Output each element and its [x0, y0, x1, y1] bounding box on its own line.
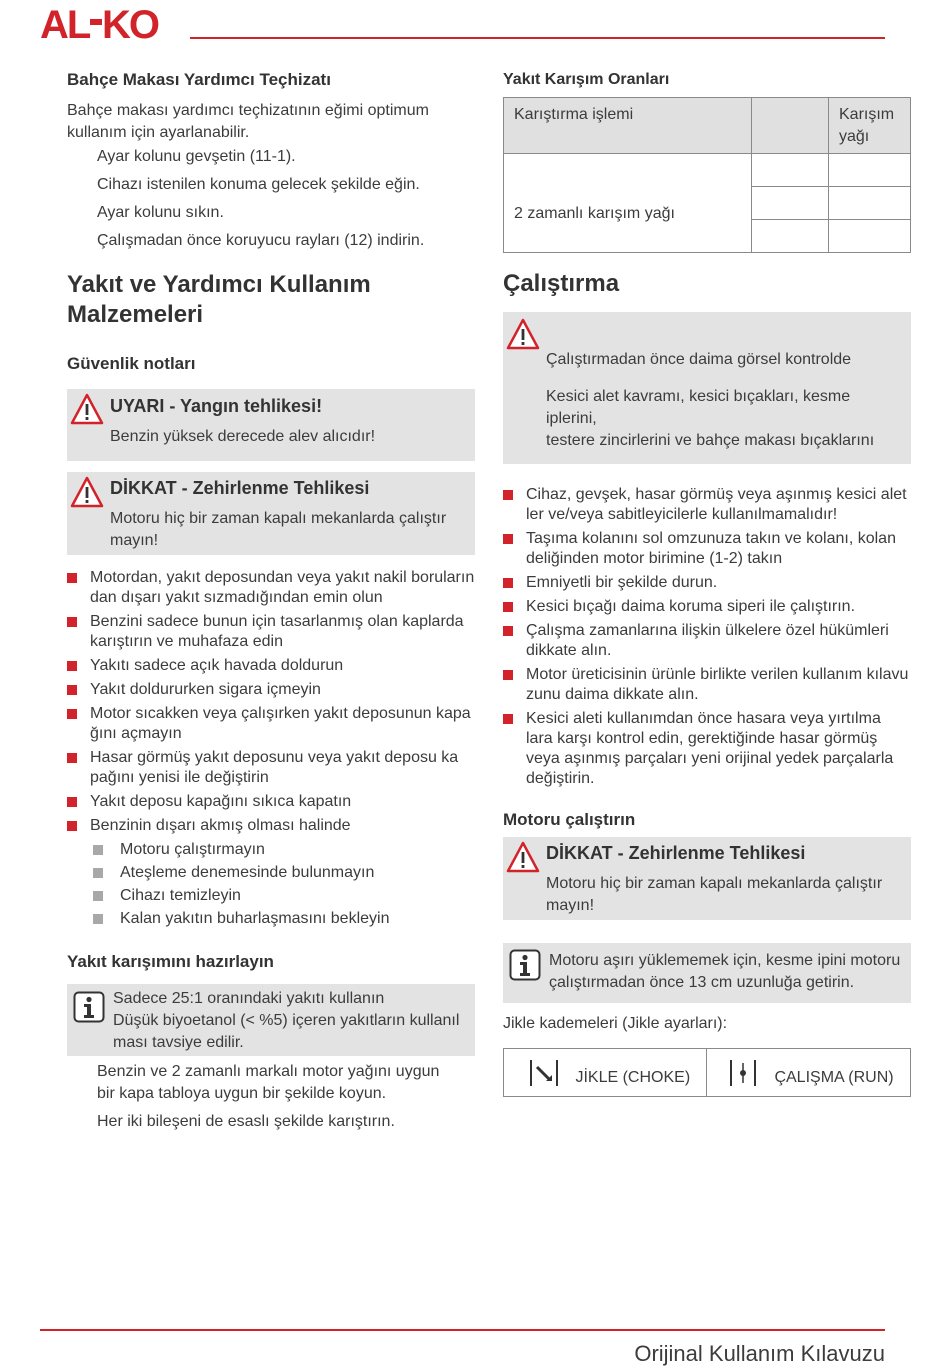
list-item: Emniyetli bir şekilde durun. [503, 573, 911, 593]
sub-bullet-list [67, 840, 475, 929]
footer-title: Orijinal Kullanım Kılavuzu [634, 1341, 885, 1366]
safety-bullet-list [67, 568, 475, 836]
list-item: Kesici bıçağı daima koruma siperi ile çalıştırın. [503, 597, 911, 617]
alko-logo [40, 5, 182, 41]
footer-rule [40, 1329, 885, 1331]
warning-triangle-icon [70, 476, 104, 508]
start-warning-title: DİKKAT - Zehirlenme Tehlikesi [546, 843, 806, 863]
fuel-info-line-3: ması tavsiye edilir. [113, 1034, 244, 1051]
table-cell [752, 220, 829, 253]
sub-list-item: Cihazı temizleyin [67, 886, 475, 906]
run-bullet-list [503, 485, 911, 789]
visual-check-text-2: Kesici alet kavramı, kesici bıçakları, kesme iplerini, [546, 388, 851, 427]
prepare-title: Yakıt karışımını hazırlayın [67, 952, 274, 971]
line-info-text-2: çalıştırmadan önce 13 cm uzunluğa getirin. [549, 974, 855, 991]
list-item: Benzini sadece bunun için tasarlanmış olan kaplarda karıştırın ve muhafaza edin [67, 612, 475, 652]
fuel-info-line-1: Sadece 25:1 oranındaki yakıtı kullanın [113, 990, 385, 1007]
list-item: Benzinin dışarı akmış olması halinde [67, 816, 475, 836]
table-cell [829, 187, 911, 220]
choke-text: JİKLE (CHOKE) [575, 1068, 691, 1086]
info-icon [509, 949, 541, 981]
run-text: ÇALIŞMA (RUN) [774, 1068, 894, 1086]
start-warning-box [503, 837, 911, 920]
fuel-info-box [67, 984, 475, 1056]
visual-check-box [503, 312, 911, 464]
start-warning-text-2: mayın! [546, 897, 595, 914]
prepare-step-2: Her iki bileşeni de esaslı şekilde karıştırın. [97, 1113, 395, 1130]
list-item: Kesici aleti kullanımdan önce hasara veya yırtılma lara karşı kontrol edin, gerektiğinde hasar görmüş veya aşınmış parçaları yeni orijinal yedek parçalarla değiştirin. [503, 709, 911, 789]
table-cell [752, 154, 829, 187]
list-item: Motordan, yakıt deposundan veya yakıt nakil boruların dan dışarı yakıt sızmadığından emin olun [67, 568, 475, 608]
fire-warning-title: UYARI - Yangın tehlikesi! [110, 396, 323, 416]
sub-list-item: Motoru çalıştırmayın [67, 840, 475, 860]
section-title-fuel: Yakıt ve Yardımcı Kullanım Malzemeleri [67, 271, 371, 328]
warning-triangle-icon [70, 393, 104, 425]
choke-label: Jikle kademeleri (Jikle ayarları): [503, 1015, 728, 1032]
safety-title: Güvenlik notları [67, 354, 196, 373]
left-column [67, 60, 475, 1133]
list-item: Cihaz, gevşek, hasar görmüş veya aşınmış kesici alet ler ve/veya sabitleyicilerle kullanılmamalıdır! [503, 485, 911, 525]
list-item: Motor sıcakken veya çalışırken yakıt deposunun kapa ğını açmayın [67, 704, 475, 744]
table-row-label: 2 zamanlı karışım yağı [504, 154, 752, 253]
table-cell [829, 154, 911, 187]
header-rule [190, 37, 885, 39]
fuel-info-line-2: Düşük biyoetanol (< %5) içeren yakıtların kullanıl [113, 1012, 460, 1029]
warning-triangle-icon [506, 318, 540, 350]
table-cell [829, 220, 911, 253]
list-item: Yakıt doldururken sigara içmeyin [67, 680, 475, 700]
choke-lever-icon [529, 1058, 559, 1088]
section-intro: Bahçe makası yardımcı teçhizatının eğimi optimum kullanım için ayarlanabilir. [67, 102, 429, 141]
choke-table [503, 1048, 911, 1097]
list-item: Yakıtı sadece açık havada doldurun [67, 656, 475, 676]
prepare-step-1: Benzin ve 2 zamanlı markalı motor yağını uygun bir kapa tabloya uygun bir şekilde koyun. [97, 1063, 440, 1102]
run-lever-icon [728, 1058, 758, 1088]
fire-warning-box [67, 389, 475, 461]
svg-text:KO: KO [102, 5, 158, 41]
fuel-table-title: Yakıt Karışım Oranları [503, 71, 670, 88]
step-2: Cihazı istenilen konuma gelecek şekilde eğin. [97, 176, 420, 193]
start-warning-text-1: Motoru hiç bir zaman kapalı mekanlarda çalıştır [546, 875, 883, 892]
table-header-cell: Karıştırma işlemi [504, 98, 752, 154]
choke-cell [504, 1049, 707, 1097]
list-item: Taşıma kolanını sol omzunuza takın ve kolanı, kolan deliğinden motor birimine (1-2) takın [503, 529, 911, 569]
line-info-box [503, 943, 911, 1003]
list-item: Hasar görmüş yakıt deposunu veya yakıt deposu ka pağını yenisi ile değiştirin [67, 748, 475, 788]
sub-list-item: Kalan yakıtın buharlaşmasını bekleyin [67, 909, 475, 929]
poison-warning-text-2: mayın! [110, 532, 159, 549]
poison-warning-box [67, 472, 475, 555]
sub-list-item: Ateşleme denemesinde bulunmayın [67, 863, 475, 883]
fuel-ratio-table [503, 97, 911, 253]
list-item: Yakıt deposu kapağını sıkıca kapatın [67, 792, 475, 812]
warning-triangle-icon [506, 841, 540, 873]
poison-warning-title: DİKKAT - Zehirlenme Tehlikesi [110, 478, 370, 498]
svg-text:AL: AL [40, 5, 90, 41]
visual-check-text-3: testere zincirlerini ve bahçe makası bıçaklarını [546, 432, 875, 449]
right-column [503, 60, 911, 1097]
run-title: Çalıştırma [503, 270, 620, 297]
line-info-text-1: Motoru aşırı yüklememek için, kesme ipini motoru [549, 952, 901, 969]
visual-check-text-1: Çalıştırmadan önce daima görsel kontrolde [546, 351, 852, 368]
fire-warning-text: Benzin yüksek derecede alev alıcıdır! [110, 428, 376, 445]
run-cell [707, 1049, 911, 1097]
table-header-cell: Karışım yağı [829, 98, 911, 154]
table-cell [752, 187, 829, 220]
list-item: Motor üreticisinin ürünle birlikte verilen kullanım kılavu zunu daima dikkate alın. [503, 665, 911, 705]
step-1: Ayar kolunu gevşetin (11-1). [97, 148, 296, 165]
step-4: Çalışmadan önce koruyucu rayları (12) indirin. [97, 232, 425, 249]
step-3: Ayar kolunu sıkın. [97, 204, 224, 221]
info-icon [73, 991, 105, 1023]
poison-warning-text-1: Motoru hiç bir zaman kapalı mekanlarda çalıştır [110, 510, 447, 527]
list-item: Çalışma zamanlarına ilişkin ülkelere özel hükümleri dikkate alın. [503, 621, 911, 661]
section-title-hedge: Bahçe Makası Yardımcı Teçhizatı [67, 70, 331, 89]
table-header-cell [752, 98, 829, 154]
start-title: Motoru çalıştırın [503, 810, 636, 829]
